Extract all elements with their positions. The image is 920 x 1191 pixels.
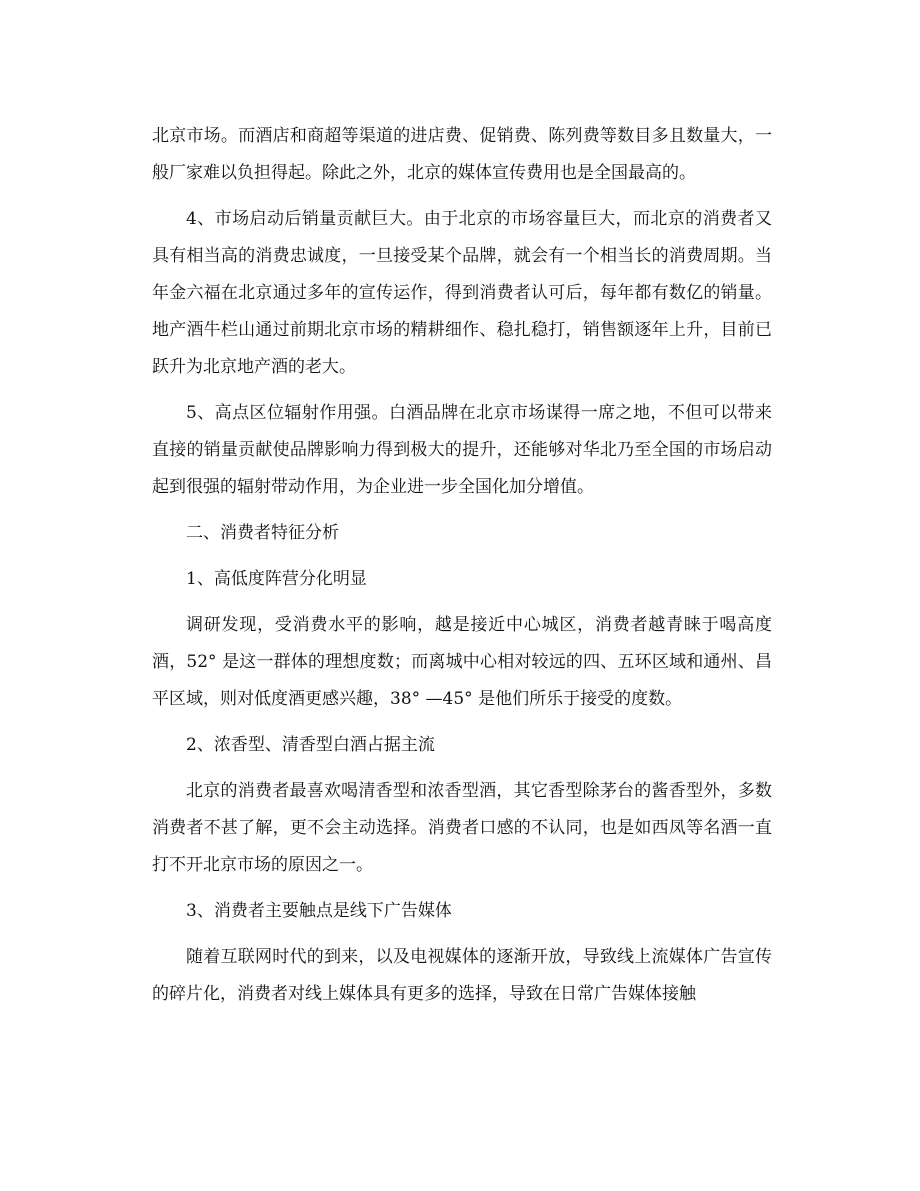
paragraph-point-5: 5、高点区位辐射作用强。白酒品牌在北京市场谋得一席之地，不但可以带来直接的销量贡献使品牌影响力得到极大的提升，还能够对华北乃至全国的市场启动起到很强的辐射带动作用，为企业进一步全国化加分增值。	[152, 403, 772, 497]
subheading-2: 2、浓香型、清香型白酒占据主流	[186, 735, 435, 755]
paragraph-subheading-3: 随着互联网时代的到来，以及电视媒体的逐渐开放，导致线上流媒体广告宣传的碎片化，消费者对线上媒体具有更多的选择，导致在日常广告媒体接触	[152, 947, 772, 1004]
document-body	[152, 118, 772, 1022]
paragraph-subheading-1: 调研发现，受消费水平的影响，越是接近中心城区，消费者越青睐于喝高度酒，52° 是这一群体的理想度数；而离城中心相对较远的四、五环区域和通州、昌平区域，则对低度酒更感兴趣，38° —45° 是他们所乐于接受的度数。	[152, 615, 772, 709]
section-heading-consumer-analysis: 二、消费者特征分析	[186, 523, 339, 543]
paragraph-point-4: 4、市场启动后销量贡献巨大。由于北京的市场容量巨大，而北京的消费者又具有相当高的消费忠诚度，一旦接受某个品牌，就会有一个相当长的消费周期。当年金六福在北京通过多年的宣传运作，得到消费者认可后，每年都有数亿的销量。地产酒牛栏山通过前期北京市场的精耕细作、稳扎稳打，销售额逐年上升，目前已跃升为北京地产酒的老大。	[152, 209, 772, 377]
paragraph-continued: 北京市场。而酒店和商超等渠道的进店费、促销费、陈列费等数目多且数量大，一般厂家难以负担得起。除此之外，北京的媒体宣传费用也是全国最高的。	[152, 126, 772, 183]
paragraph-subheading-2: 北京的消费者最喜欢喝清香型和浓香型酒，其它香型除茅台的酱香型外，多数消费者不甚了解，更不会主动选择。消费者口感的不认同，也是如西凤等名酒一直打不开北京市场的原因之一。	[152, 781, 772, 875]
subheading-1: 1、高低度阵营分化明显	[186, 569, 367, 589]
subheading-3: 3、消费者主要触点是线下广告媒体	[186, 901, 452, 921]
